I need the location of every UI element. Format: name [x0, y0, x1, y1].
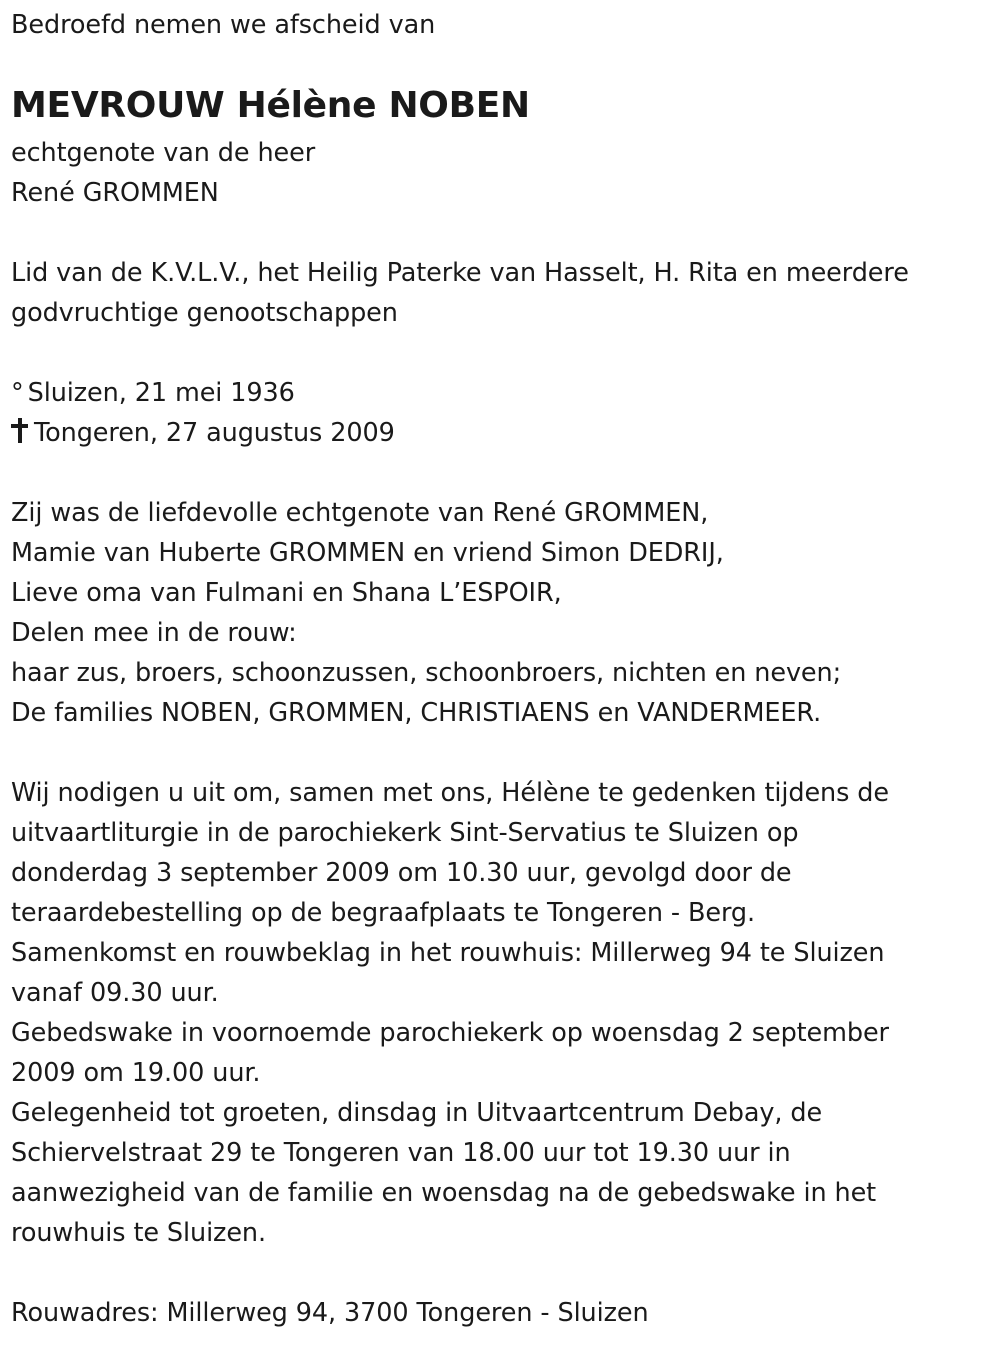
intro-text: Bedroefd nemen we afscheid van: [11, 10, 436, 40]
service-line: donderdag 3 september 2009 om 10.30 uur, gevolgd door de: [11, 858, 792, 888]
service-line: Gebedswake in voornoemde parochiekerk op woensdag 2 september: [11, 1018, 889, 1048]
family-line: Mamie van Huberte GROMMEN en vriend Simon DEDRIJ,: [11, 538, 724, 568]
dates-block: [11, 373, 395, 453]
spouse-line: echtgenote van de heer: [11, 138, 316, 168]
birth-symbol: °: [11, 378, 24, 408]
family-line: De families NOBEN, GROMMEN, CHRISTIAENS en VANDERMEER.: [11, 698, 822, 728]
birth-text: Sluizen, 21 mei 1936: [27, 378, 295, 408]
deceased-name: MEVROUW Hélène NOBEN: [11, 85, 530, 126]
birth-line: [11, 373, 395, 413]
spouse-line: René GROMMEN: [11, 178, 219, 208]
membership-line: godvruchtige genootschappen: [11, 298, 398, 328]
family-line: Lieve oma van Fulmani en Shana L’ESPOIR,: [11, 578, 562, 608]
service-line: Wij nodigen u uit om, samen met ons, Hélène te gedenken tijdens de: [11, 778, 889, 808]
funeral-address: Rouwadres: Millerweg 94, 3700 Tongeren - Sluizen: [11, 1298, 649, 1328]
membership-line: Lid van de K.V.L.V., het Heilig Paterke van Hasselt, H. Rita en meerdere: [11, 258, 909, 288]
family-line: Zij was de liefdevolle echtgenote van René GROMMEN,: [11, 498, 709, 528]
service-line: Gelegenheid tot groeten, dinsdag in Uitvaartcentrum Debay, de: [11, 1098, 823, 1128]
family-block: [11, 493, 841, 733]
family-line: haar zus, broers, schoonzussen, schoonbroers, nichten en neven;: [11, 658, 842, 688]
cross-icon: [11, 418, 28, 444]
death-line: [11, 413, 395, 453]
service-line: Samenkomst en rouwbeklag in het rouwhuis: Millerweg 94 te Sluizen: [11, 938, 885, 968]
service-line: 2009 om 19.00 uur.: [11, 1058, 261, 1088]
service-line: uitvaartliturgie in de parochiekerk Sint-Servatius te Sluizen op: [11, 818, 799, 848]
family-line: Delen mee in de rouw:: [11, 618, 297, 648]
service-line: rouwhuis te Sluizen.: [11, 1218, 266, 1248]
service-line: aanwezigheid van de familie en woensdag na de gebedswake in het: [11, 1178, 877, 1208]
service-block: [11, 773, 889, 1253]
spouse-block: [11, 133, 315, 213]
membership-block: [11, 253, 909, 333]
service-line: vanaf 09.30 uur.: [11, 978, 219, 1008]
service-line: Schiervelstraat 29 te Tongeren van 18.00 uur tot 19.30 uur in: [11, 1138, 791, 1168]
death-text: Tongeren, 27 augustus 2009: [34, 418, 395, 448]
service-line: teraardebestelling op de begraafplaats te Tongeren - Berg.: [11, 898, 756, 928]
